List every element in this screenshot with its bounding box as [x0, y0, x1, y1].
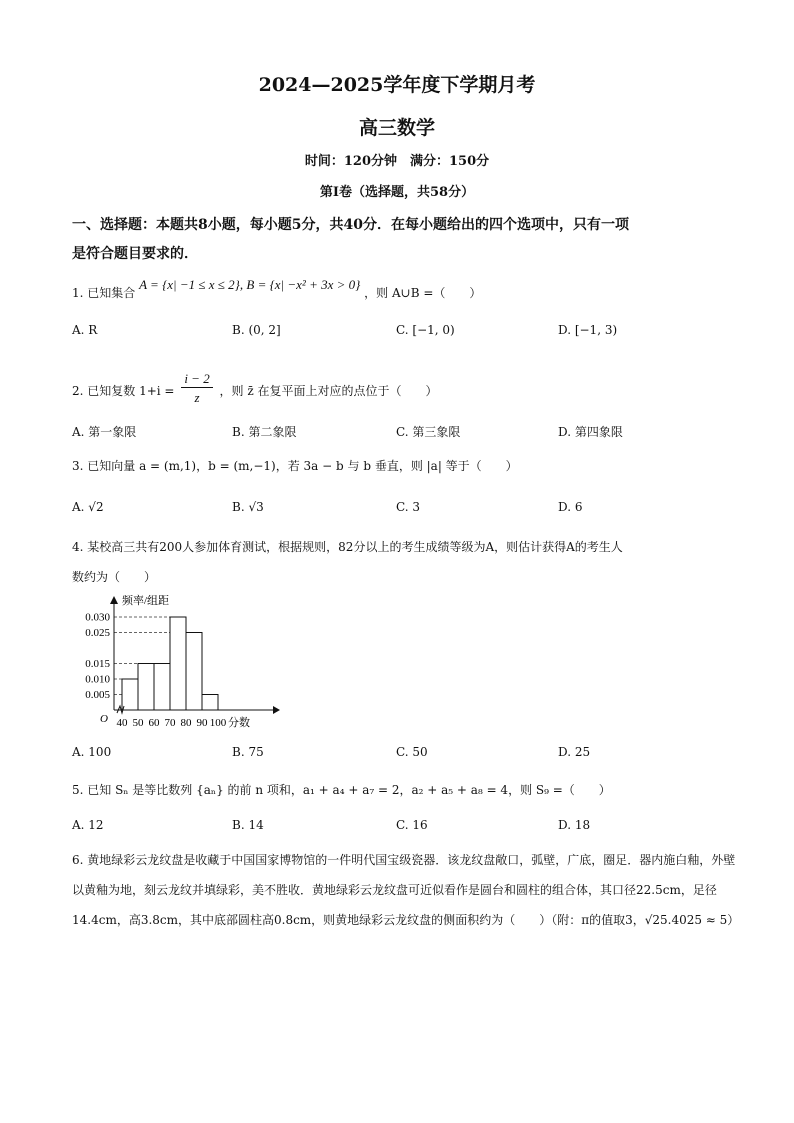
histogram-y-tick-label: 0.025 — [85, 627, 110, 639]
histogram-y-label: 频率/组距 — [122, 595, 170, 607]
question-4-option-b[interactable]: B. 75 — [232, 745, 264, 759]
histogram-y-arrow — [110, 596, 118, 604]
question-2-frac-numerator: i − 2 — [181, 371, 212, 388]
exam-meta: 时间：120分钟 满分：150分 — [304, 154, 490, 169]
question-2-prefix: 2. 已知复数 1+i = — [72, 384, 175, 398]
question-3-option-c[interactable]: C. 3 — [396, 500, 421, 514]
histogram-bar — [138, 664, 154, 711]
question-2-frac-denominator: z — [194, 390, 200, 405]
histogram-x-arrow — [273, 706, 280, 714]
question-3-stem: 3. 已知向量 a = (m,1)，b = (m,−1)，若 3a − b 与 b 垂直，则 |a| 等于（ ） — [72, 459, 518, 473]
histogram-bar — [186, 633, 202, 711]
histogram-chart — [66, 592, 286, 736]
question-1-option-b[interactable]: B. (0, 2] — [232, 323, 281, 337]
question-4-option-c[interactable]: C. 50 — [396, 745, 428, 759]
question-1-option-c[interactable]: C. [−1, 0) — [396, 323, 455, 337]
histogram-x-tick-label: 60 — [148, 717, 160, 729]
question-1-suffix: ，则 A∪B =（ ） — [364, 286, 482, 300]
question-2-option-d[interactable]: D. 第四象限 — [558, 425, 623, 439]
question-4-option-a[interactable]: A. 100 — [72, 745, 112, 759]
question-4-line2: 数约为（ ） — [72, 570, 157, 584]
histogram-x-tick-label: 40 — [116, 717, 128, 729]
question-2-fraction — [181, 371, 212, 408]
histogram-x-label: 分数 — [228, 717, 250, 729]
histogram-bar — [154, 664, 170, 711]
histogram-x-tick-label: 90 — [196, 717, 208, 729]
question-1-option-a[interactable]: A. R — [72, 323, 98, 337]
histogram-bar — [122, 679, 138, 710]
question-6-text: 6. 黄地绿彩云龙纹盘是收藏于中国国家博物馆的一件明代国宝级瓷器．该龙纹盘敞口，弧壁，广底，圈足．器内施白釉，外壁以黄釉为地，刻云龙纹并填绿彩，美不胜收．黄地绿彩云龙纹盘可近似看作是圆台和圆柱的组合体，其口径22.5cm，足径14.4cm，高3.8cm，其中底部圆柱高0.8cm，则黄地绿彩云龙纹盘的侧面积约为（ ）（附：π的值取3，√25.4025 ≈ 5） — [72, 853, 740, 927]
histogram-bar — [202, 695, 218, 711]
question-4-option-d[interactable]: D. 25 — [558, 745, 591, 759]
histogram-x-tick-label: 50 — [132, 717, 144, 729]
volume-heading: 第Ⅰ卷（选择题，共58分） — [319, 185, 475, 200]
histogram-origin-label: O — [100, 713, 108, 725]
section-heading-line1: 一、选择题：本题共8小题，每小题5分，共40分．在每小题给出的四个选项中，只有一项 — [72, 217, 629, 233]
question-3-option-a[interactable]: A. √2 — [72, 500, 104, 514]
histogram-y-tick-label: 0.015 — [85, 658, 110, 670]
histogram-y-tick-label: 0.010 — [85, 673, 110, 686]
question-4-line1: 4. 某校高三共有200人参加体育测试，根据规则，82分以上的考生成绩等级为A，则估计获得A的考生人 — [72, 540, 623, 554]
question-1-stem — [72, 277, 482, 301]
histogram-x-tick-label: 100 — [209, 717, 227, 729]
histogram-x-tick-label: 80 — [180, 717, 192, 729]
question-3-option-b[interactable]: B. √3 — [232, 500, 264, 514]
question-2-option-b[interactable]: B. 第二象限 — [232, 425, 297, 439]
question-3-option-d[interactable]: D. 6 — [558, 500, 583, 514]
histogram-x-tick-label: 70 — [164, 717, 176, 729]
exam-subject: 高三数学 — [358, 117, 435, 139]
question-1-formula: A = {x| −1 ≤ x ≤ 2}, B = {x| −x² + 3x > 0} — [139, 277, 361, 292]
question-5-option-c[interactable]: C. 16 — [396, 818, 428, 832]
question-5-stem: 5. 已知 Sₙ 是等比数列 {aₙ} 的前 n 项和，a₁ + a₄ + a₇ = 2，a₂ + a₅ + a₈ = 4，则 S₉ =（ ） — [72, 783, 611, 797]
question-1-prefix: 1. 已知集合 — [72, 286, 136, 300]
exam-title: 2024—2025学年度下学期月考 — [258, 74, 536, 96]
histogram-y-tick-label: 0.005 — [85, 689, 110, 701]
question-2-option-a[interactable]: A. 第一象限 — [72, 425, 137, 439]
question-1-option-d[interactable]: D. [−1, 3) — [558, 323, 618, 337]
question-5-option-a[interactable]: A. 12 — [72, 818, 104, 832]
section-heading-line2: 是符合题目要求的． — [72, 246, 198, 262]
question-2-option-c[interactable]: C. 第三象限 — [396, 425, 461, 439]
question-5-option-b[interactable]: B. 14 — [232, 818, 264, 832]
histogram-y-tick-label: 0.030 — [85, 611, 110, 624]
question-5-option-d[interactable]: D. 18 — [558, 818, 591, 832]
histogram-bar — [170, 617, 186, 710]
question-2-stem — [72, 371, 438, 408]
question-2-suffix: ，则 z̄ 在复平面上对应的点位于（ ） — [219, 384, 438, 398]
